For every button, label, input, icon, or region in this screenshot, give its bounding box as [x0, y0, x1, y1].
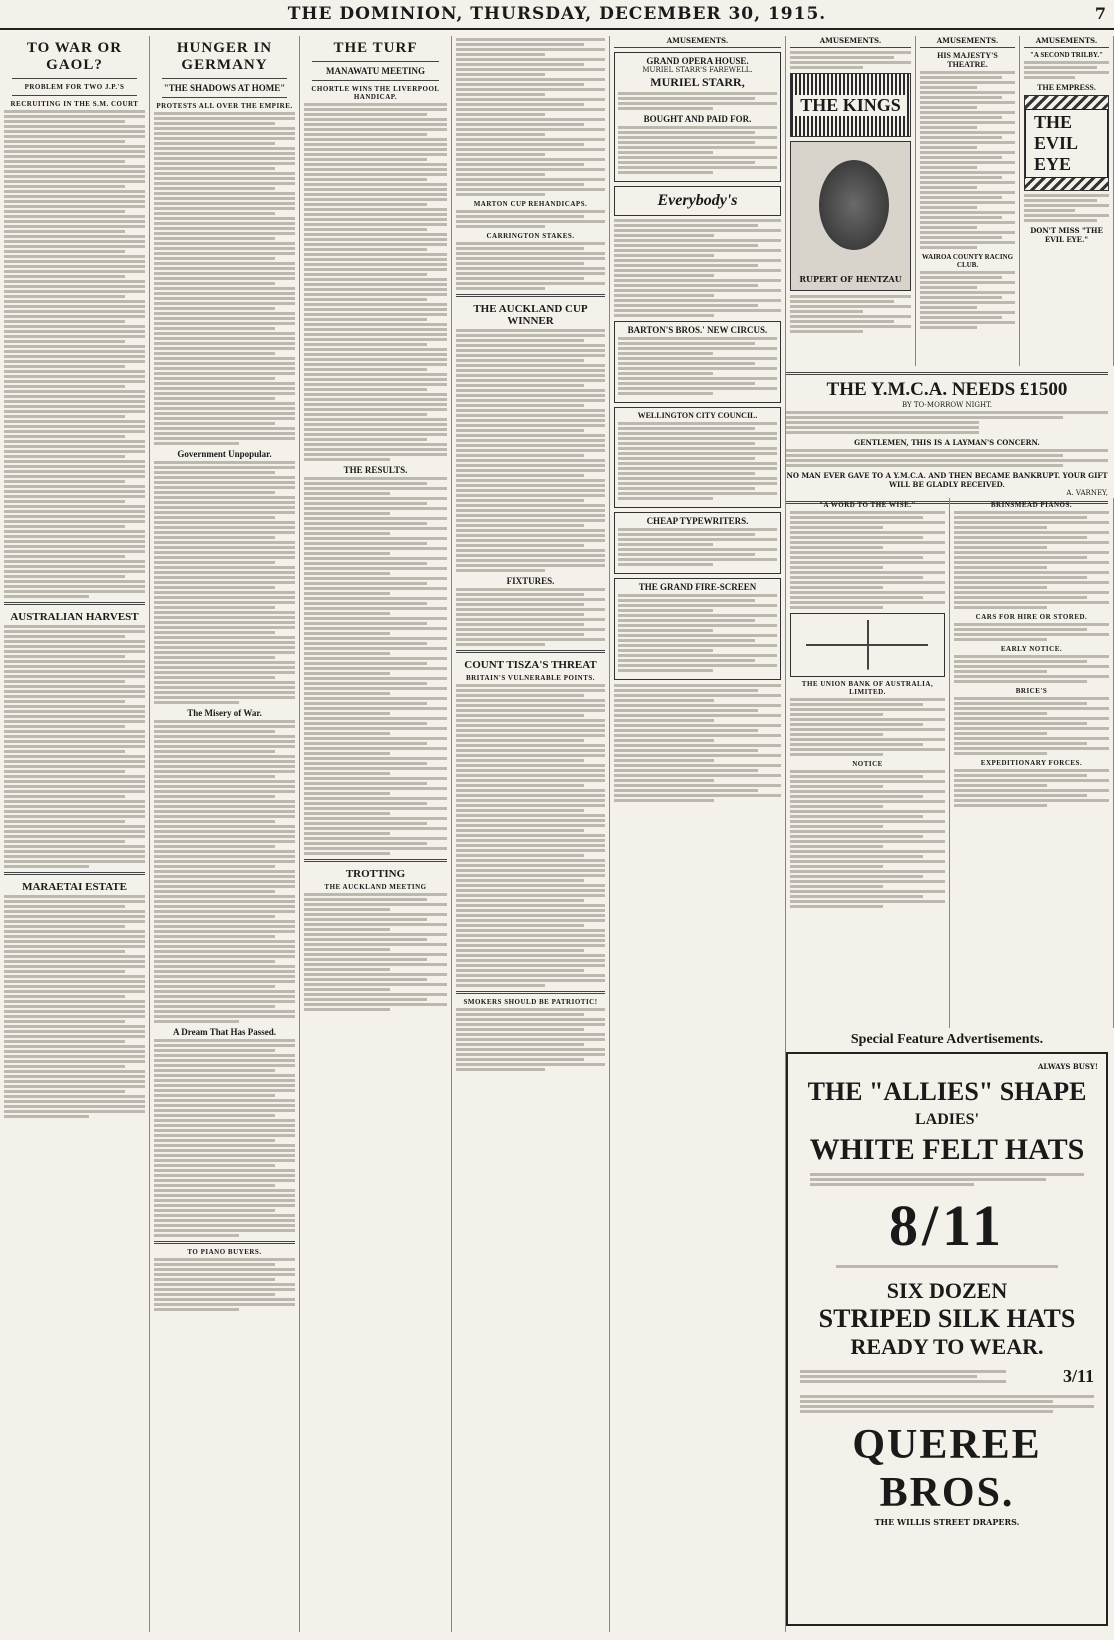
ad-cars-for-hire: CARS FOR HIRE OR STORED. [975, 613, 1088, 621]
ad-text [954, 769, 1109, 807]
ad-text [800, 1368, 1006, 1385]
subhead-shadows: "THE SHADOWS AT HOME" [163, 83, 286, 93]
subhead-marton-cup: MARTON CUP REHANDICAPS. [473, 200, 588, 208]
ad-line: MURIEL STARR'S FAREWELL. [642, 66, 753, 74]
word-to-wise: "A WORD TO THE WISE." [819, 501, 916, 509]
ad-title: THE GRAND FIRE-SCREEN [638, 582, 757, 592]
column-hunger-in-germany [150, 36, 300, 1632]
section-label: AMUSEMENTS. [920, 36, 1015, 48]
ad-text [836, 1265, 1058, 1268]
ad-text [954, 511, 1109, 609]
always-busy: ALWAYS BUSY! [1037, 1062, 1098, 1071]
ymca-text [786, 411, 1108, 434]
white-felt-hats: WHITE FELT HATS [809, 1133, 1085, 1166]
ad-text [920, 271, 1015, 329]
ad-title: BOUGHT AND PAID FOR. [643, 114, 752, 124]
subhead-protests: PROTESTS ALL OVER THE EMPIRE. [156, 102, 293, 110]
portrait-caption: RUPERT OF HENTZAU [799, 274, 902, 284]
ymca-gentlemen: GENTLEMEN, THIS IS A LAYMAN'S CONCERN. [854, 438, 1040, 447]
subhead-misery-of-war: The Misery of War. [187, 708, 262, 718]
headline-maraetai-estate: MARAETAI ESTATE [22, 881, 127, 893]
portrait-image [819, 160, 889, 250]
article-text [4, 625, 145, 868]
everybodys-logo: Everybody's [614, 186, 781, 216]
ad-union-bank: THE UNION BANK OF AUSTRALIA, LIMITED. [801, 680, 934, 696]
special-feature-title: Special Feature Advertisements. [850, 1032, 1044, 1047]
ad-notice: NOTICE [852, 760, 883, 768]
ad-grand-opera-house [614, 52, 781, 182]
ad-text [810, 1173, 1084, 1186]
headline-auckland-cup-winner: THE AUCKLAND CUP WINNER [473, 303, 588, 327]
article-text [304, 103, 447, 461]
ad-barton-circus [614, 321, 781, 403]
article-text [4, 110, 145, 598]
headline-hunger-in-germany: HUNGER IN GERMANY [176, 40, 273, 73]
special-feature-advertisement [786, 1032, 1108, 1632]
article-text [456, 242, 605, 290]
ad-text [790, 511, 945, 609]
price-row [800, 1366, 1094, 1389]
column-amusements-2 [786, 36, 916, 366]
felt-hat-price: 8/11 [889, 1193, 1005, 1258]
ad-grand-fire-screen [614, 578, 781, 680]
ad-title: WAIROA COUNTY RACING CLUB. [921, 253, 1014, 269]
subhead-fixtures: FIXTURES. [506, 576, 555, 586]
ad-text [790, 770, 945, 908]
ad-text [790, 295, 911, 333]
headline-trotting: TROTTING [345, 868, 406, 880]
ad-text [618, 126, 777, 174]
ad-text [618, 92, 777, 110]
ad-text [790, 698, 945, 756]
ladies-label: LADIES' [914, 1111, 980, 1128]
ad-text [618, 422, 777, 500]
subhead-auckland-meeting: THE AUCKLAND MEETING [324, 883, 427, 891]
striped-silk-hats: STRIPED SILK HATS [818, 1304, 1076, 1333]
ad-text [618, 337, 777, 395]
section-label: AMUSEMENTS. [1024, 36, 1109, 48]
subhead-the-results: THE RESULTS. [343, 465, 408, 475]
willis-street-drapers: THE WILLIS STREET DRAPERS. [874, 1517, 1020, 1527]
ad-title: MURIEL STARR, [650, 75, 745, 89]
allies-shape: THE "ALLIES" SHAPE [807, 1077, 1087, 1106]
ad-text [790, 51, 911, 69]
ad-early-notice: EARLY NOTICE. [1000, 645, 1063, 653]
headline-the-turf: THE TURF [333, 40, 418, 56]
section-label: AMUSEMENTS. [614, 36, 781, 48]
article-text [456, 329, 605, 572]
ad-smokers-patriotic: SMOKERS SHOULD BE PATRIOTIC! [463, 998, 598, 1006]
newspaper-title: THE DOMINION, THURSDAY, DECEMBER 30, 1915. [287, 4, 827, 24]
ad-brices: BRICE'S [1015, 687, 1048, 695]
ad-text [954, 697, 1109, 755]
ad-expeditionary-forces: EXPEDITIONARY FORCES. [980, 759, 1083, 767]
ad-text [154, 1258, 295, 1311]
article-text [154, 1039, 295, 1237]
fixtures-text [456, 588, 605, 646]
masthead [0, 0, 1114, 30]
ad-text [618, 594, 777, 672]
results-text [456, 38, 605, 196]
column-brinsmead [950, 498, 1114, 1028]
ad-text [1024, 61, 1109, 79]
ad-text [614, 219, 781, 317]
headline-count-tisza: COUNT TISZA'S THREAT [464, 659, 597, 671]
results-text [304, 893, 447, 1011]
ymca-never: NO MAN EVER GAVE TO A Y.M.C.A. AND THEN BECAME BANKRUPT. YOUR GIFT WILL BE GLADLY RECEIVED. [786, 471, 1108, 489]
column-public-notices [786, 498, 950, 1028]
ad-text [800, 1395, 1094, 1413]
page-number: 7 [1094, 4, 1106, 23]
article-text [456, 210, 605, 228]
ad-brinsmead: BRINSMEAD PIANOS. [990, 501, 1073, 509]
ad-title: "A SECOND TRILBY." [1030, 51, 1103, 59]
silk-hat-price: 3/11 [1062, 1366, 1094, 1386]
rupert-of-hentzau-portrait [790, 141, 911, 291]
article-text [4, 895, 145, 1118]
column-the-turf [300, 36, 452, 1632]
column-amusements-1 [610, 36, 786, 1632]
ad-text [1024, 194, 1109, 222]
crossed-swords-illustration [790, 613, 945, 677]
column-amusements-3 [916, 36, 1020, 366]
article-text [154, 720, 295, 1023]
ad-title: BARTON'S BROS.' NEW CIRCUS. [627, 325, 768, 335]
ad-title: GRAND OPERA HOUSE. [646, 56, 749, 66]
ad-text [954, 623, 1109, 641]
ymca-text [786, 449, 1108, 467]
ymca-appeal [786, 368, 1108, 508]
ad-title: HIS MAJESTY'S THEATRE. [937, 51, 998, 69]
ad-line: DON'T MISS "THE EVIL EYE." [1030, 226, 1103, 244]
queree-bros-logo: QUEREE BROS. [852, 1422, 1042, 1516]
article-text [154, 461, 295, 704]
ymca-subtitle: BY TO-MORROW NIGHT. [902, 401, 992, 409]
headline-australian-harvest: AUSTRALIAN HARVEST [10, 611, 139, 623]
subhead-manawatu: MANAWATU MEETING [325, 66, 426, 76]
article-text [456, 684, 605, 987]
ad-title: CHEAP TYPEWRITERS. [646, 516, 749, 526]
ad-city-council-zoo [614, 407, 781, 508]
ad-piano-buyers: TO PIANO BUYERS. [187, 1248, 262, 1256]
ad-title: THE EMPRESS. [1037, 83, 1096, 92]
ad-text [456, 1008, 605, 1071]
section-label: AMUSEMENTS. [790, 36, 911, 48]
evil-eye-illustration [1024, 95, 1109, 191]
six-dozen: SIX DOZEN [886, 1278, 1008, 1303]
ad-title: WELLINGTON CITY COUNCIL. [637, 411, 758, 420]
subhead-dream-passed: A Dream That Has Passed. [173, 1027, 276, 1037]
article-text [154, 112, 295, 445]
subhead-britains-vulnerable: BRITAIN'S VULNERABLE POINTS. [465, 674, 596, 682]
results-text [304, 477, 447, 855]
evil-eye-title: THE EVIL EYE [1025, 109, 1108, 178]
the-kings-banner [790, 73, 911, 137]
column-amusements-4 [1020, 36, 1114, 366]
ymca-signed: A. VARNEY, [1066, 489, 1108, 497]
column-turf-continued [452, 36, 610, 1632]
ad-text [614, 684, 781, 802]
ad-text [954, 655, 1109, 683]
subhead-government-unpopular: Government Unpopular. [177, 449, 272, 459]
subhead-recruiting: RECRUITING IN THE S.M. COURT [10, 100, 139, 108]
subhead-carrington-stakes: CARRINGTON STAKES. [486, 232, 575, 240]
ad-text [618, 528, 777, 566]
subhead-chortle: CHORTLE WINS THE LIVERPOOL HANDICAP. [311, 85, 440, 101]
column-war-or-gaol [0, 36, 150, 1632]
kings-title: THE KINGS [794, 95, 907, 116]
headline-war-or-gaol: TO WAR OR GAOL? [26, 40, 123, 73]
ready-to-wear: READY TO WEAR. [850, 1334, 1044, 1359]
queree-bros-advertisement [786, 1052, 1108, 1626]
subhead-problem: PROBLEM FOR TWO J.P.'S [24, 83, 125, 91]
ymca-title: THE Y.M.C.A. NEEDS £1500 [826, 379, 1068, 400]
ad-text [920, 71, 1015, 249]
ad-cheap-typewriters [614, 512, 781, 574]
